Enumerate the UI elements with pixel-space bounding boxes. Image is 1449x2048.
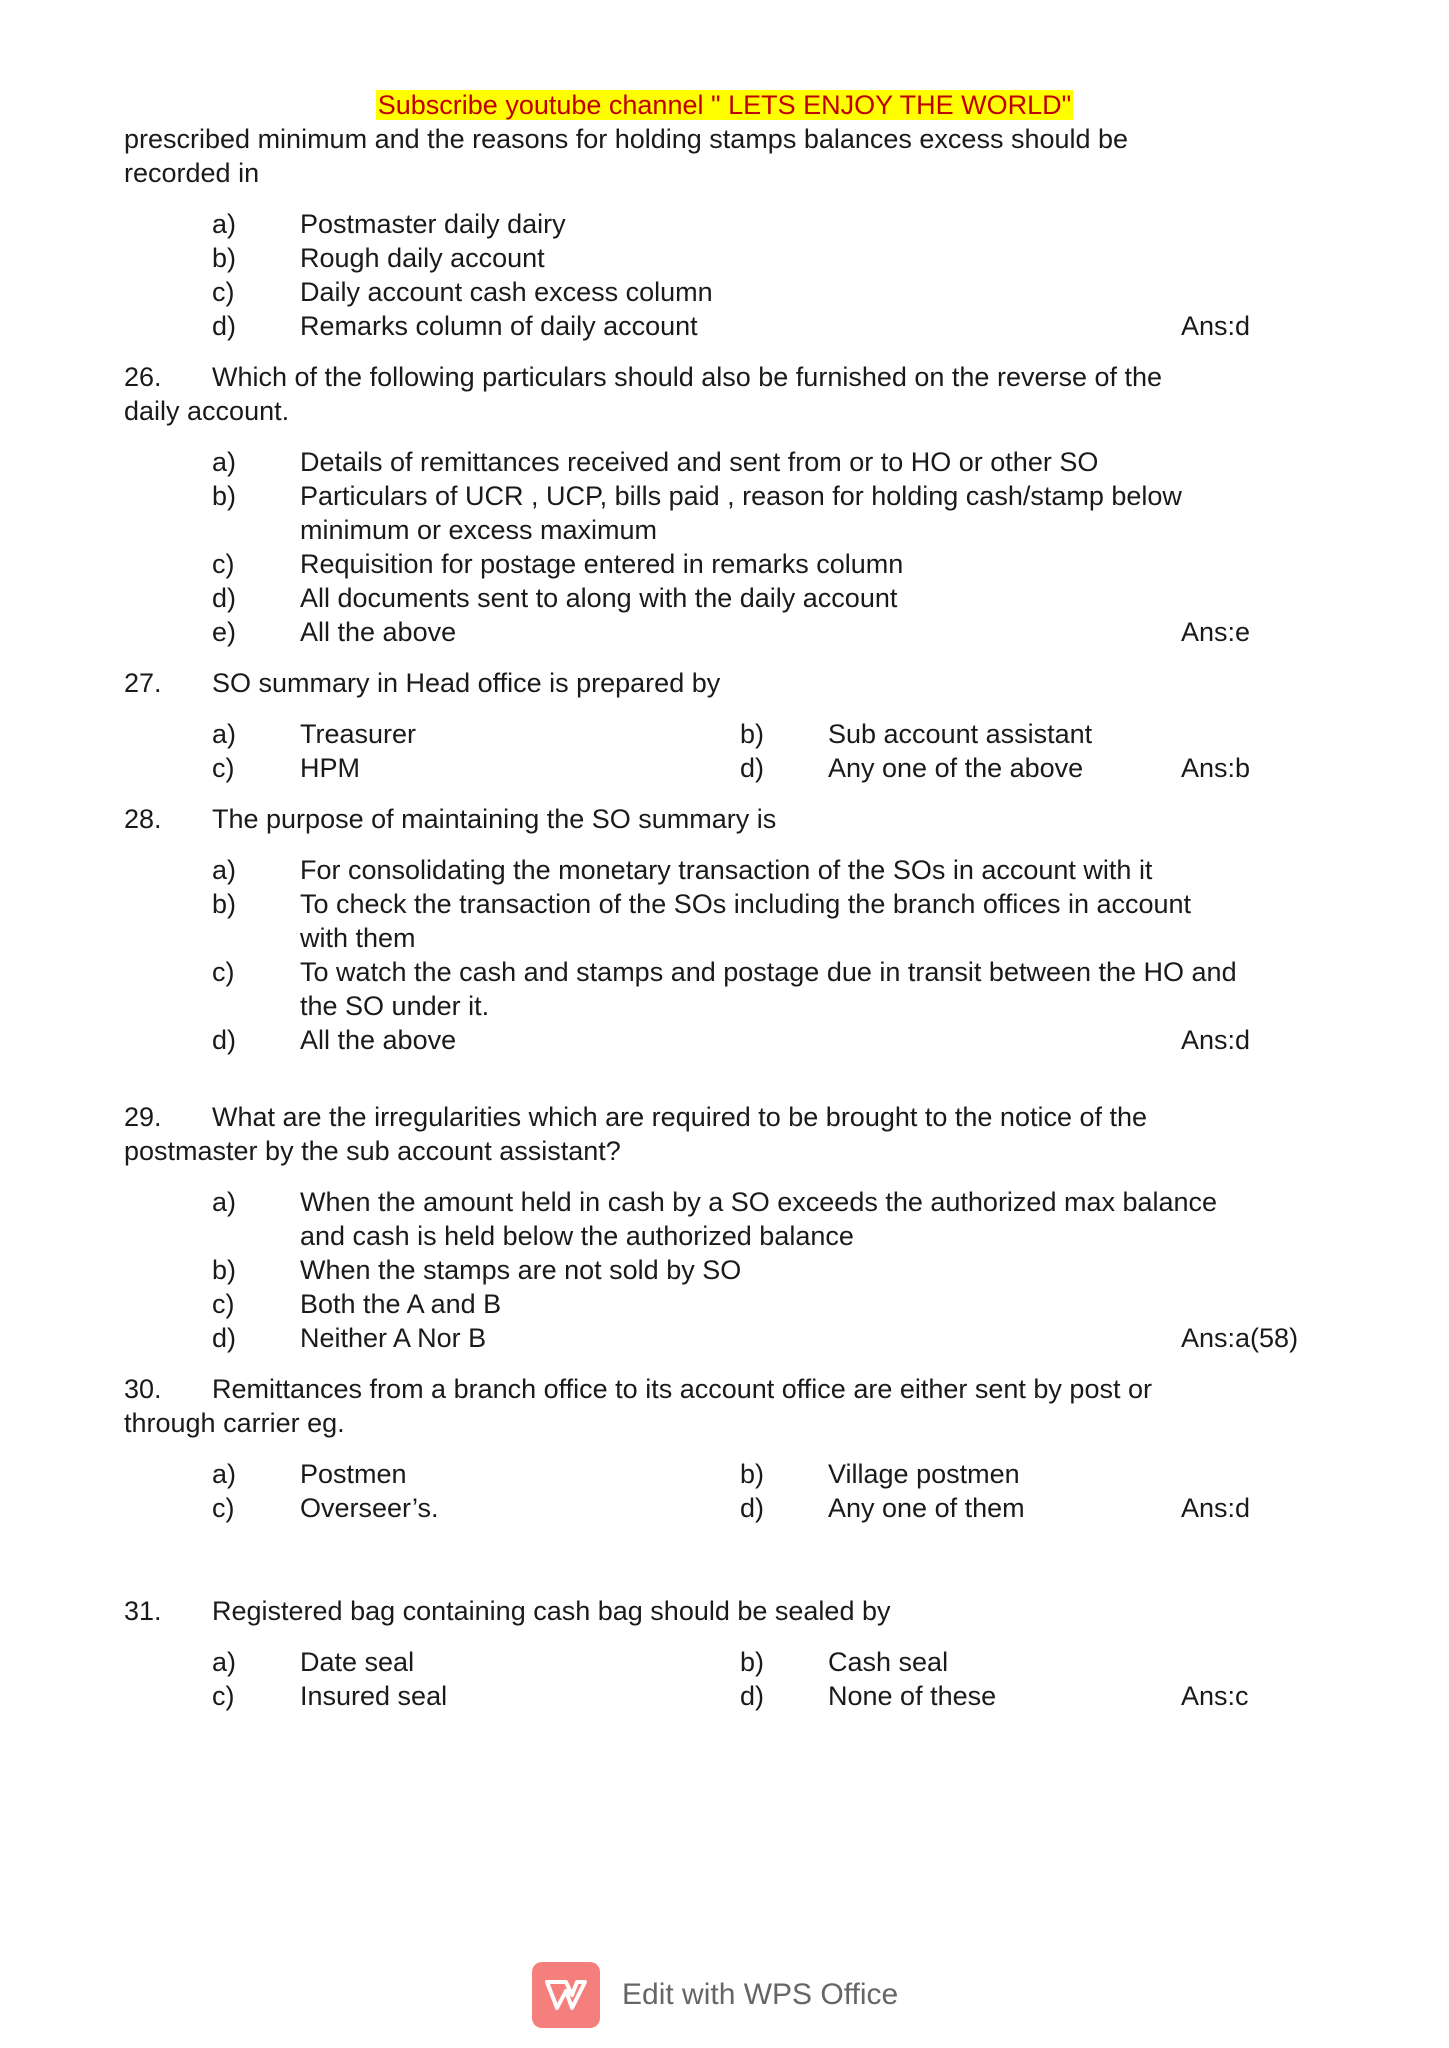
edit-with-wps-button[interactable] [532, 1962, 898, 2028]
option-text: Insured seal [300, 1681, 448, 1711]
option-text: Details of remittances received and sent from or to HO or other SO [300, 447, 1099, 477]
option [0, 547, 1449, 581]
option-text: None of these [828, 1681, 997, 1711]
option-letter: d) [212, 311, 237, 341]
option [0, 1023, 1449, 1057]
question-number: 28. [124, 804, 162, 834]
option-letter: b) [212, 889, 237, 919]
option-text: Overseer’s. [300, 1493, 439, 1523]
option [0, 955, 1449, 989]
answer: Ans:c [1181, 1681, 1249, 1711]
option-text: To check the transaction of the SOs including the branch offices in account [300, 889, 1192, 919]
option-letter: c) [212, 1289, 235, 1319]
question [0, 360, 1449, 394]
option-text: When the stamps are not sold by SO [300, 1255, 742, 1285]
option-text: All the above [300, 617, 457, 647]
option-row [0, 1457, 1449, 1491]
question-text: through carrier eg. [124, 1408, 345, 1438]
option-letter: a) [212, 1647, 237, 1677]
question-cont [0, 394, 1449, 428]
option-letter: d) [740, 1493, 765, 1523]
option-text: the SO under it. [300, 991, 490, 1021]
option-text: Treasurer [300, 719, 417, 749]
question-text: Remittances from a branch office to its account office are either sent by post or [212, 1374, 1152, 1404]
option-text: Postmaster daily dairy [300, 209, 566, 239]
option-letter: b) [212, 1255, 237, 1285]
subscribe-banner [0, 88, 1449, 122]
question-number: 31. [124, 1596, 162, 1626]
option [0, 615, 1449, 649]
option-letter: c) [212, 753, 235, 783]
option-letter: e) [212, 617, 237, 647]
text: prescribed minimum and the reasons for holding stamps balances excess should be [124, 124, 1129, 154]
question [0, 802, 1449, 836]
option-cont [0, 989, 1449, 1023]
question-text: postmaster by the sub account assistant? [124, 1136, 621, 1166]
option-letter: b) [212, 481, 237, 511]
question-cont [0, 1134, 1449, 1168]
option-text: Sub account assistant [828, 719, 1093, 749]
option-letter: c) [212, 549, 235, 579]
option-text: All the above [300, 1025, 457, 1055]
option-letter: c) [212, 1493, 235, 1523]
option-letter: a) [212, 855, 237, 885]
option-letter: c) [212, 1681, 235, 1711]
option-letter: a) [212, 1459, 237, 1489]
option-text: Daily account cash excess column [300, 277, 713, 307]
wps-office-logo-icon [532, 1962, 600, 2028]
option-letter: d) [212, 583, 237, 613]
option-text: Any one of the above [828, 753, 1084, 783]
option-letter: a) [212, 209, 237, 239]
answer: Ans:b [1181, 753, 1251, 783]
option-cont [0, 513, 1449, 547]
option-row [0, 1491, 1449, 1525]
question-text: Registered bag containing cash bag should be sealed by [212, 1596, 891, 1626]
option-row [0, 1645, 1449, 1679]
option-text: Date seal [300, 1647, 415, 1677]
question-number: 26. [124, 362, 162, 392]
option-text: and cash is held below the authorized balance [300, 1221, 854, 1251]
question [0, 1594, 1449, 1628]
question-number: 27. [124, 668, 162, 698]
banner-text: Subscribe youtube channel " LETS ENJOY THE WORLD" [377, 90, 1072, 120]
option-letter: a) [212, 719, 237, 749]
question-text: What are the irregularities which are required to be brought to the notice of the [212, 1102, 1148, 1132]
question-text: The purpose of maintaining the SO summary is [212, 804, 777, 834]
option-text: Any one of them [828, 1493, 1025, 1523]
question-text: SO summary in Head office is prepared by [212, 668, 721, 698]
option-text: Remarks column of daily account [300, 311, 698, 341]
text: recorded in [124, 158, 260, 188]
question-number: 29. [124, 1102, 162, 1132]
option-text: Particulars of UCR , UCP, bills paid , reason for holding cash/stamp below [300, 481, 1182, 511]
option [0, 479, 1449, 513]
option-letter: b) [212, 243, 237, 273]
option [0, 445, 1449, 479]
option-cont [0, 1219, 1449, 1253]
option-row [0, 751, 1449, 785]
option [0, 853, 1449, 887]
question-text: Which of the following particulars should also be furnished on the reverse of the [212, 362, 1163, 392]
option-text: To watch the cash and stamps and postage due in transit between the HO and [300, 957, 1237, 987]
answer: Ans:a(58) [1181, 1323, 1299, 1353]
answer: Ans:d [1181, 1025, 1251, 1055]
answer: Ans:d [1181, 1493, 1251, 1523]
option-letter: d) [740, 753, 765, 783]
answer: Ans:e [1181, 617, 1251, 647]
option [0, 1321, 1449, 1355]
question [0, 666, 1449, 700]
option-row [0, 1679, 1449, 1713]
option-text: Requisition for postage entered in remarks column [300, 549, 904, 579]
option-letter: b) [740, 1459, 765, 1489]
option [0, 309, 1449, 343]
option-text: When the amount held in cash by a SO exceeds the authorized max balance [300, 1187, 1218, 1217]
option-letter: a) [212, 1187, 237, 1217]
option-text: Postmen [300, 1459, 407, 1489]
option-text: with them [300, 923, 416, 953]
option-text: Rough daily account [300, 243, 545, 273]
question-number: 30. [124, 1374, 162, 1404]
option-letter: a) [212, 447, 237, 477]
intro-line [0, 122, 1449, 156]
option-text: minimum or excess maximum [300, 515, 658, 545]
document-page [0, 88, 1449, 1713]
option-letter: b) [740, 719, 765, 749]
answer: Ans:d [1181, 311, 1251, 341]
question-text: daily account. [124, 396, 290, 426]
question-cont [0, 1406, 1449, 1440]
option-letter: b) [740, 1647, 765, 1677]
question [0, 1372, 1449, 1406]
option-text: Cash seal [828, 1647, 949, 1677]
option-text: HPM [300, 753, 360, 783]
option [0, 1185, 1449, 1219]
option-cont [0, 921, 1449, 955]
option-letter: d) [212, 1025, 237, 1055]
option-letter: d) [740, 1681, 765, 1711]
option-text: Village postmen [828, 1459, 1020, 1489]
option [0, 1287, 1449, 1321]
option [0, 1253, 1449, 1287]
option-letter: c) [212, 277, 235, 307]
option [0, 275, 1449, 309]
option-text: Neither A Nor B [300, 1323, 487, 1353]
option-text: Both the A and B [300, 1289, 502, 1319]
option-text: For consolidating the monetary transaction of the SOs in account with it [300, 855, 1153, 885]
option-row [0, 717, 1449, 751]
option [0, 887, 1449, 921]
option-letter: d) [212, 1323, 237, 1353]
option [0, 241, 1449, 275]
option-text: All documents sent to along with the daily account [300, 583, 898, 613]
option [0, 581, 1449, 615]
option-letter: c) [212, 957, 235, 987]
question [0, 1100, 1449, 1134]
option [0, 207, 1449, 241]
intro-line [0, 156, 1449, 190]
wps-label: Edit with WPS Office [622, 1978, 899, 2011]
